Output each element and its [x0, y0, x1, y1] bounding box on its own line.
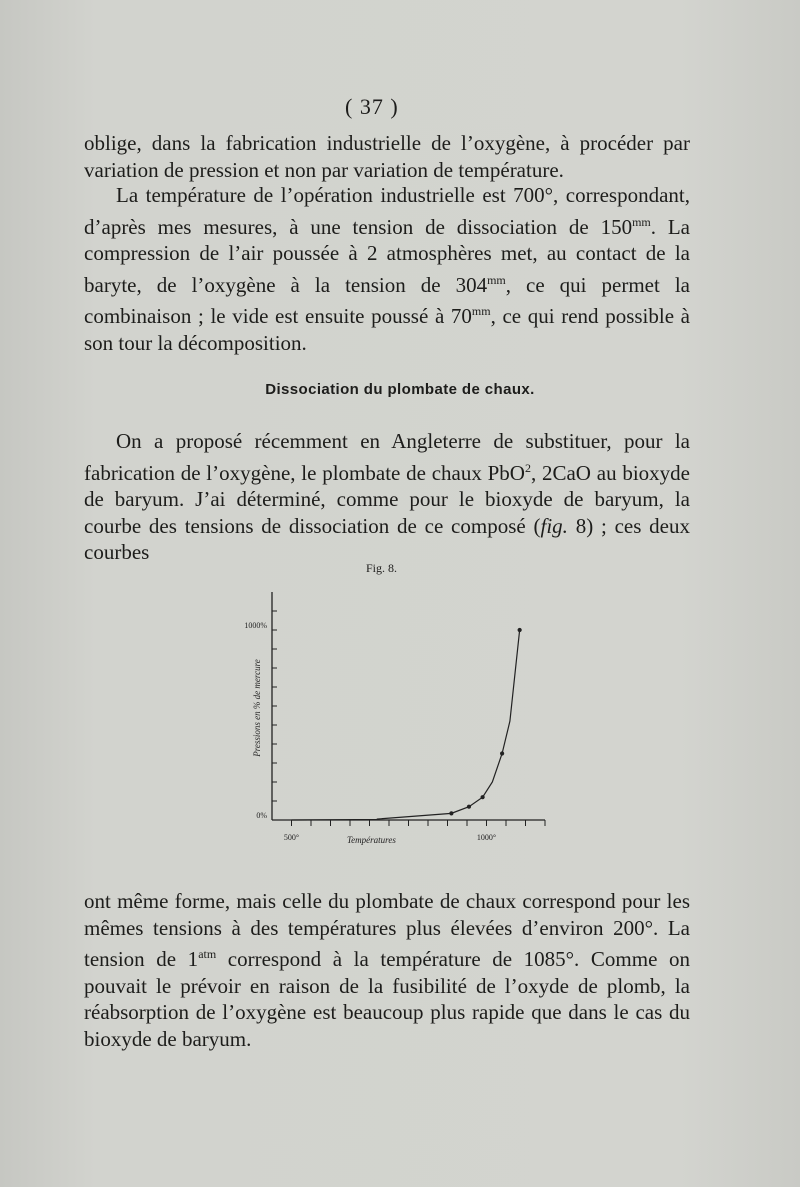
chart-axes: [272, 592, 545, 826]
x-tick-label: 500°: [283, 833, 300, 842]
series-line: [292, 630, 520, 820]
y-tick-label: 0%: [256, 811, 267, 820]
paragraph-2-part-a: La température de l’opération industrielle est 700°, correspondant, d’après mes mesures, à une tension de dissociation de 150: [84, 183, 690, 239]
figure-reference: fig.: [540, 513, 568, 538]
data-point: [467, 805, 471, 809]
paragraph-2-part-d: , ce qui rend possible à son tour la décomposition.: [84, 304, 690, 355]
chart-labels: [244, 621, 496, 845]
paragraph-4-part-b: correspond à la température de 1085°. Comme on pouvait le prévoir en raison de la fusibilité de l’oxyde de plomb, la réabsorption de l’oxygène est beaucoup plus rapide que dans le cas du bioxyde de baryum.: [84, 947, 691, 1051]
data-point: [449, 811, 453, 815]
paragraph-plombate-introduction: [84, 428, 690, 566]
data-point: [481, 795, 485, 799]
unit-atm: atm: [198, 947, 217, 961]
y-tick-label: 1000%: [244, 621, 267, 630]
page-number: ( 37 ): [345, 94, 399, 119]
unit-mm-1: mm: [632, 214, 651, 229]
figure-caption: Fig. 8.: [366, 561, 398, 575]
paragraph-3-part-b: , 2CaO au bioxyde de baryum. J’ai déterminé, comme pour le bioxyde de baryum, la courbe des tensions de dissociation de ce composé (: [84, 460, 690, 538]
x-tick-label: 1000°: [476, 833, 497, 842]
paragraph-3-part-c: 8) ; ces deux courbes: [84, 513, 690, 564]
paragraph-continuation: oblige, dans la fabrication industrielle de l’oxygène, à procéder par variation de pression et non par variation de température.: [84, 131, 690, 182]
paragraph-4-part-a: ont même forme, mais celle du plombate de chaux correspond pour les mêmes tensions à des températures plus élevées d’environ 200°. La tension de 1: [84, 889, 690, 971]
chart-series: [292, 628, 522, 820]
x-axis-title: Températures: [347, 835, 396, 845]
data-point: [500, 751, 504, 755]
unit-mm-3: mm: [471, 304, 491, 318]
paragraph-3-part-a: On a proposé récemment en Angleterre de substituer, pour la fabrication de l’oxygène, le plombate de chaux PbO: [84, 429, 690, 485]
section-heading: Dissociation du plombate de chaux.: [265, 381, 535, 398]
y-axis-title: Pressions en % de mercure: [252, 659, 262, 757]
paragraph-2-part-b: . La compression de l’air poussée à 2 atmosphères met, au contact de la baryte, de l’oxygène à la tension de 304: [84, 214, 690, 297]
unit-mm-2: mm: [487, 272, 506, 287]
paragraph-2-part-c: , ce qui permet la combinaison ; le vide est ensuite poussé à 70: [84, 272, 690, 328]
paragraph-operation-temperature: [84, 182, 690, 356]
chemical-superscript: 2: [524, 460, 531, 475]
dissociation-pressure-chart: [220, 558, 550, 858]
paragraph-comparison: [84, 888, 690, 1052]
data-point: [518, 628, 522, 632]
